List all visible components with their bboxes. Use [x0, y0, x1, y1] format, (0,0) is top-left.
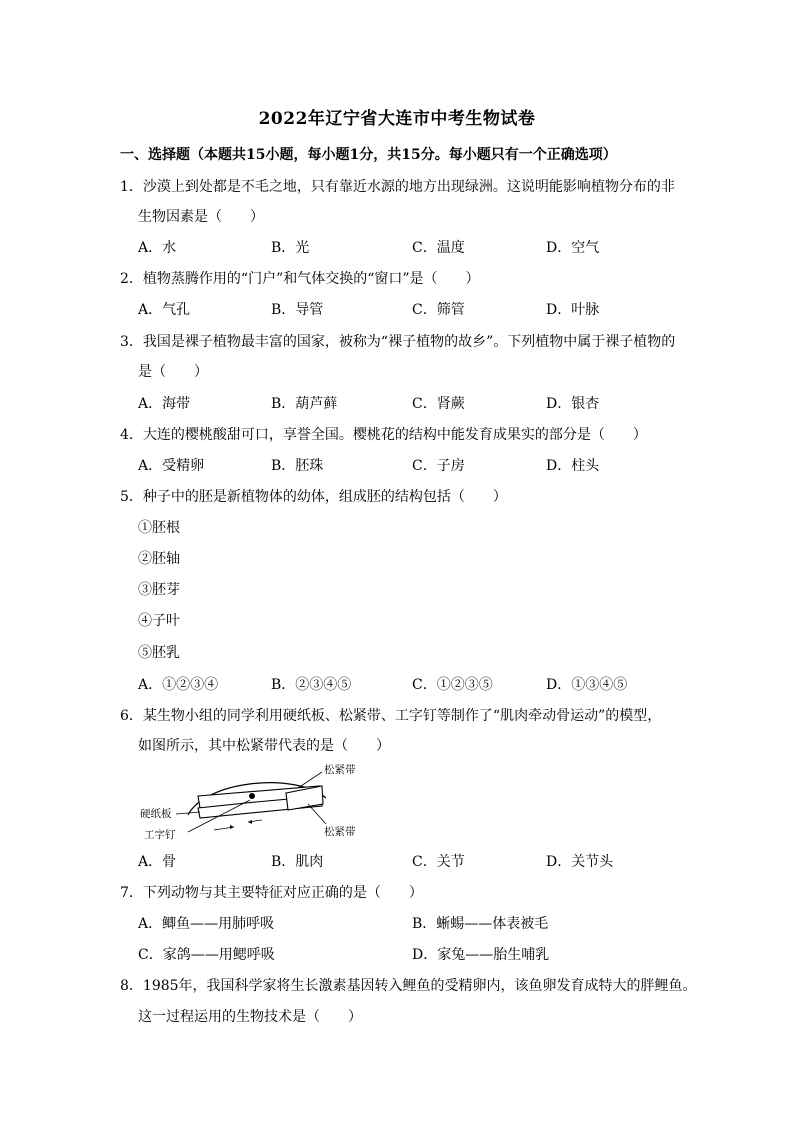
figure-label-elastic-bottom: 松紧带: [324, 826, 356, 838]
question-5-item-1: ①胚根: [138, 520, 180, 536]
question-6-option-c[interactable]: C．关节: [412, 854, 465, 870]
question-5-item-3: ③胚芽: [138, 582, 180, 598]
question-7-option-b[interactable]: B．蜥蜴——体表被毛: [412, 916, 549, 932]
question-2-option-b[interactable]: B．导管: [271, 302, 324, 318]
question-3-option-b[interactable]: B．葫芦藓: [271, 396, 338, 412]
question-7-option-a[interactable]: A．鲫鱼——用肺呼吸: [138, 916, 275, 932]
question-3-option-a[interactable]: A．海带: [138, 396, 191, 412]
figure-label-pin: 工字钉: [144, 829, 176, 841]
question-6-stem-line-1: 6．某生物小组的同学利用硬纸板、松紧带、工字钉等制作了“肌肉牵动骨运动”的模型，: [120, 708, 662, 724]
question-1-option-d[interactable]: D．空气: [546, 240, 600, 256]
question-4-stem: 4．大连的樱桃酸甜可口，享誉全国。樱桃花的结构中能发育成果实的部分是（ ）: [120, 427, 647, 443]
question-7-option-d[interactable]: D．家兔——胎生哺乳: [412, 947, 550, 963]
question-7-option-c[interactable]: C．家鸽——用鳃呼吸: [138, 947, 275, 963]
figure-label-elastic-top: 松紧带: [324, 764, 356, 776]
question-5-item-4: ④子叶: [138, 613, 180, 629]
question-7-stem: 7．下列动物与其主要特征对应正确的是（ ）: [120, 885, 423, 901]
question-5-option-a[interactable]: A．①②③④: [138, 677, 219, 693]
question-6-stem-line-2: 如图所示，其中松紧带代表的是（ ）: [138, 738, 390, 754]
question-3-option-c[interactable]: C．肾蕨: [412, 396, 465, 412]
question-8-stem-line-2: 这一过程运用的生物技术是（ ）: [138, 1009, 362, 1025]
figure-label-cardboard: 硬纸板: [140, 808, 172, 820]
question-8-stem-line-1: 8．1985年，我国科学家将生长激素基因转入鲤鱼的受精卵内，该鱼卵发育成特大的胖鲤鱼。: [120, 978, 697, 994]
question-4-option-c[interactable]: C．子房: [412, 458, 465, 474]
question-1-stem-line-2: 生物因素是（ ）: [138, 209, 264, 225]
question-2-stem: 2．植物蒸腾作用的“门户”和气体交换的“窗口”是（ ）: [120, 271, 480, 287]
page-title: 2022年辽宁省大连市中考生物试卷: [258, 109, 536, 129]
section-heading: 一、选择题（本题共15小题，每小题1分，共15分。每小题只有一个正确选项）: [120, 147, 617, 163]
question-5-stem: 5．种子中的胚是新植物体的幼体，组成胚的结构包括（ ）: [120, 489, 507, 505]
question-6-option-d[interactable]: D．关节头: [546, 854, 614, 870]
question-5-option-c[interactable]: C．①②③⑤: [412, 677, 493, 693]
question-4-option-b[interactable]: B．胚珠: [271, 458, 324, 474]
question-6-option-b[interactable]: B．肌肉: [271, 854, 324, 870]
question-1-stem-line-1: 1．沙漠上到处都是不毛之地，只有靠近水源的地方出现绿洲。这说明能影响植物分布的非: [120, 179, 675, 195]
question-3-option-d[interactable]: D．银杏: [546, 396, 600, 412]
question-5-item-2: ②胚轴: [138, 551, 180, 567]
question-5-option-d[interactable]: D．①③④⑤: [546, 677, 628, 693]
question-6-option-a[interactable]: A．骨: [138, 854, 177, 870]
question-1-option-c[interactable]: C．温度: [412, 240, 465, 256]
pin-dot: [249, 793, 255, 799]
question-1-option-a[interactable]: A．水: [138, 240, 177, 256]
question-2-option-a[interactable]: A．气孔: [138, 302, 191, 318]
muscle-model-figure: [136, 760, 376, 845]
question-5-option-b[interactable]: B．②③④⑤: [271, 677, 352, 693]
question-1-option-b[interactable]: B．光: [271, 240, 310, 256]
question-2-option-c[interactable]: C．筛管: [412, 302, 465, 318]
question-3-stem-line-1: 3．我国是裸子植物最丰富的国家，被称为“裸子植物的故乡”。下列植物中属于裸子植物的: [120, 334, 676, 350]
question-5-item-5: ⑤胚乳: [138, 645, 180, 661]
question-4-option-d[interactable]: D．柱头: [546, 458, 600, 474]
question-3-stem-line-2: 是（ ）: [138, 364, 208, 380]
question-4-option-a[interactable]: A．受精卵: [138, 458, 205, 474]
question-2-option-d[interactable]: D．叶脉: [546, 302, 600, 318]
